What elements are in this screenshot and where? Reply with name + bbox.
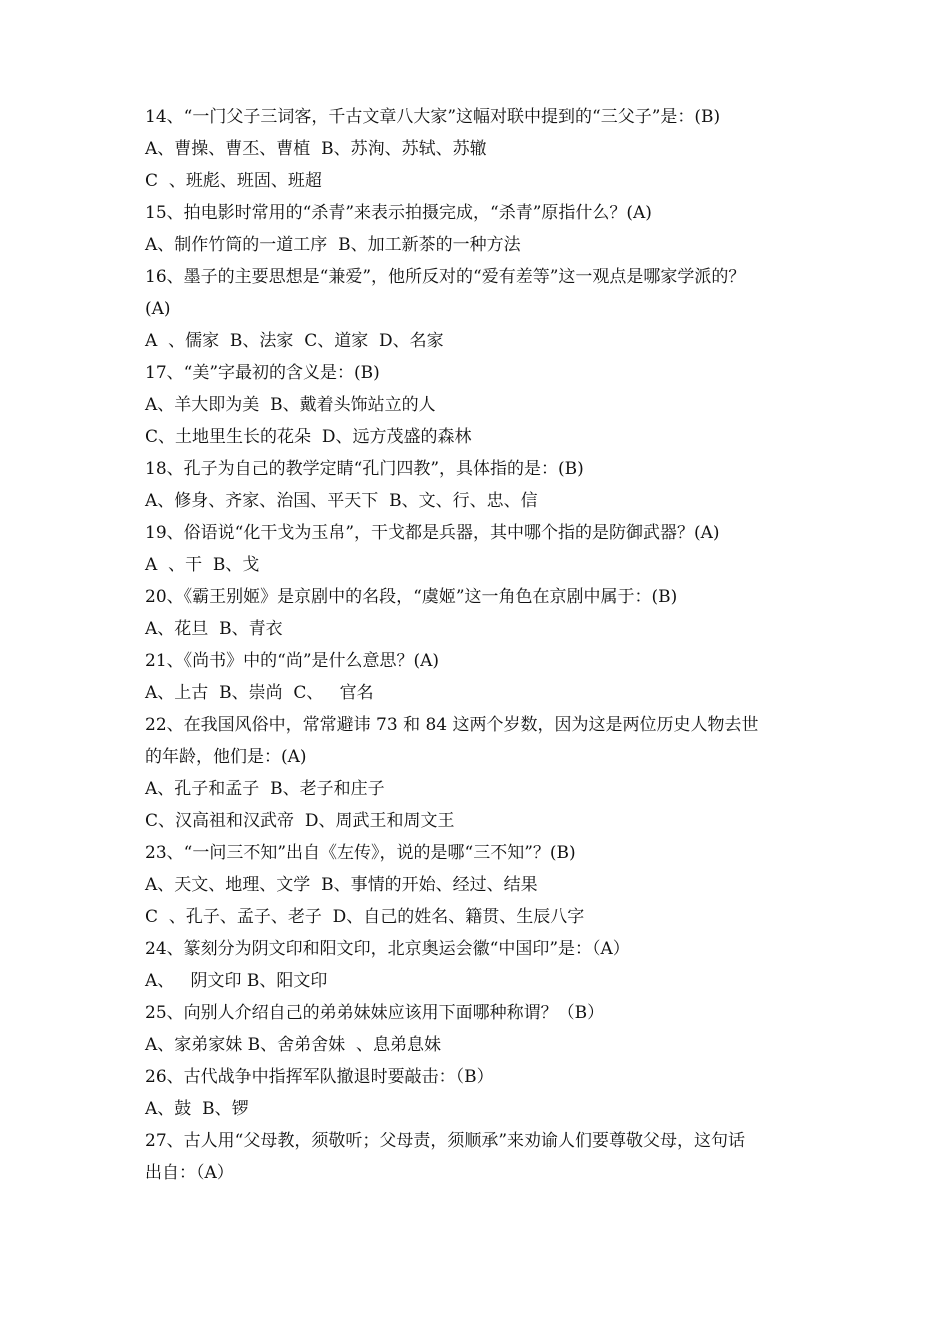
question-18: 18、孔子为自己的教学定睛“孔门四教”，具体指的是：(B) [145,459,584,479]
options-20: A、花旦 B、青衣 [145,619,283,639]
options-17-c-d: C、土地里生长的花朵 D、远方茂盛的森林 [145,427,472,447]
options-23-a-b: A、天文、地理、文学 B、事情的开始、经过、结果 [145,875,538,895]
question-27-cont: 出自：（A） [145,1163,234,1183]
question-22: 22、在我国风俗中，常常避讳 73 和 84 这两个岁数，因为这是两位历史人物去世 [145,715,759,735]
question-27: 27、古人用“父母教，须敬听；父母责，须顺承”来劝谕人们要尊敬父母，这句话 [145,1131,746,1151]
question-16-answer: (A) [145,299,171,319]
question-23: 23、“一问三不知”出自《左传》，说的是哪“三不知”？(B) [145,843,576,863]
question-21: 21、《尚书》中的“尚”是什么意思？(A) [145,651,440,671]
options-21: A、上古 B、崇尚 C、 官名 [145,683,374,703]
question-25: 25、向别人介绍自己的弟弟妹妹应该用下面哪种称谓？（B） [145,1003,605,1023]
question-19: 19、俗语说“化干戈为玉帛”，干戈都是兵器，其中哪个指的是防御武器？(A) [145,523,720,543]
question-24: 24、篆刻分为阴文印和阳文印，北京奥运会徽“中国印”是：（A） [145,939,630,959]
options-26: A、鼓 B、锣 [145,1099,249,1119]
question-17: 17、“美”字最初的含义是：(B) [145,363,380,383]
options-25: A、家弟家妹 B、舍弟舍妹 、息弟息妹 [145,1035,441,1055]
options-23-c-d: C 、孔子、孟子、老子 D、自己的姓名、籍贯、生辰八字 [145,907,585,927]
question-20: 20、《霸王别姬》是京剧中的名段，“虞姬”这一角色在京剧中属于：(B) [145,587,678,607]
options-18: A、修身、齐家、治国、平天下 B、文、行、忠、信 [145,491,538,511]
options-19: A 、干 B、戈 [145,555,260,575]
options-22-c-d: C、汉高祖和汉武帝 D、周武王和周文王 [145,811,455,831]
question-22-cont: 的年龄，他们是：(A) [145,747,307,767]
options-17-a-b: A、羊大即为美 B、戴着头饰站立的人 [145,395,436,415]
options-16: A 、儒家 B、法家 C、道家 D、名家 [145,331,444,351]
options-14-a-b: A、曹操、曹丕、曹植 B、苏洵、苏轼、苏辙 [145,139,487,159]
options-24: A、 阴文印 B、阳文印 [145,971,328,991]
quiz-text-block [145,101,815,1189]
question-16: 16、墨子的主要思想是“兼爱”，他所反对的“爱有差等”这一观点是哪家学派的？ [145,267,746,287]
question-14: 14、“一门父子三词客，千古文章八大家”这幅对联中提到的“三父子”是：(B) [145,107,721,127]
options-22-a-b: A、孔子和孟子 B、老子和庄子 [145,779,385,799]
options-15: A、制作竹筒的一道工序 B、加工新茶的一种方法 [145,235,521,255]
question-26: 26、古代战争中指挥军队撤退时要敲击：（B） [145,1067,494,1087]
question-15: 15、拍电影时常用的“杀青”来表示拍摄完成，“杀青”原指什么？(A) [145,203,652,223]
options-14-c: C 、班彪、班固、班超 [145,171,322,191]
